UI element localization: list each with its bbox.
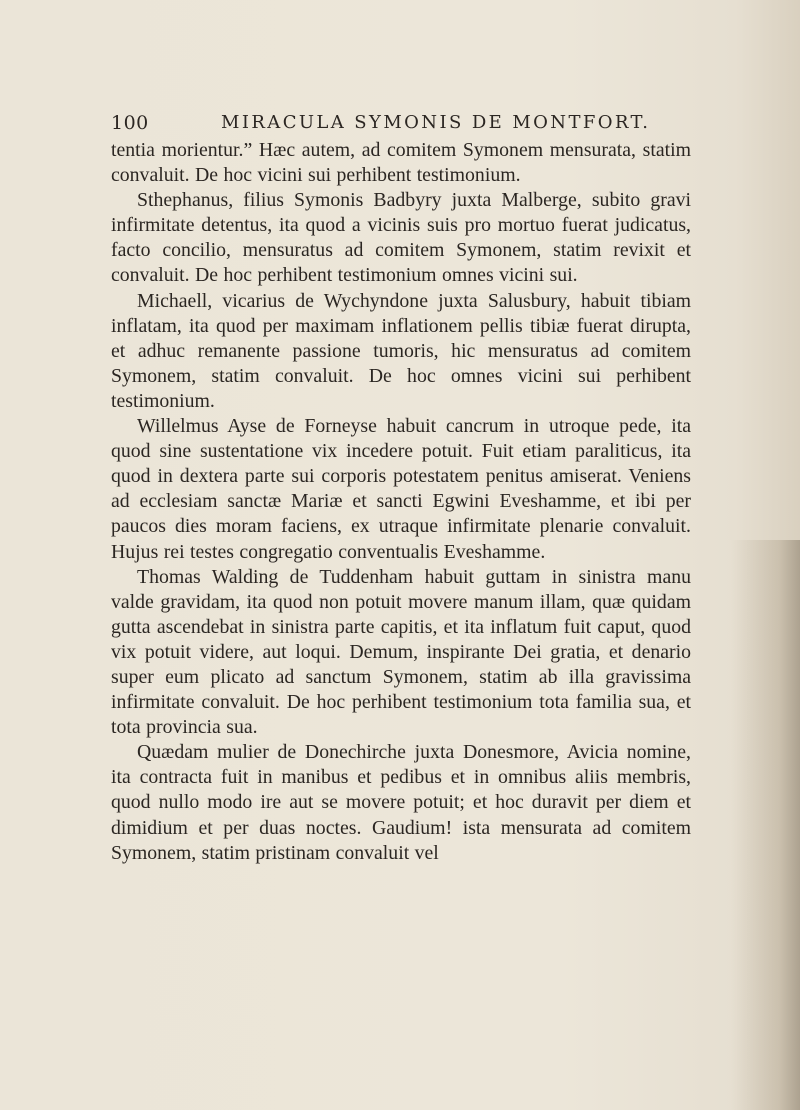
paragraph-willelmus: Willelmus Ayse de Forneyse habuit cancrum in utroque pede, ita quod sine sustentatione vix incedere potuit. Fuit etiam paraliticus, ita quod in dextera parte sui corporis potestatem penitus amiserat. Veniens ad ecclesiam sanctæ Mariæ et sancti Egwini Eveshamme, et ibi per paucos dies moram faciens, ex utraque infirmitate plenarie convaluit. Hujus rei testes congregatio conventualis Eveshamme. xyxy=(111,415,691,563)
paragraph-thomas: Thomas Walding de Tuddenham habuit guttam in sinistra manu valde gravidam, ita quod non potuit movere manum illam, quæ quidam gutta ascendebat in sinistra parte capitis, et ita inflatum fuit caput, quod vix potuit videre, aut loqui. Demum, inspirante Dei gratia, et denario super eum plicato ad sanctum Symonem, statim ab illa gravissima infirmitate convaluit. De hoc perhibent testimonium tota familia sua, et tota provincia sua. xyxy=(111,565,691,739)
paragraph-michaell: Michaell, vicarius de Wychyndone juxta Salusbury, habuit tibiam inflatam, ita quod per maximam inflationem pellis tibiæ fuerat dirupta, et adhuc remanente passione tumoris, hic mensuratus ad comitem Symonem, statim convaluit. De hoc omnes vicini sui perhibent testimonium. xyxy=(111,289,691,412)
page-header xyxy=(111,104,671,138)
page-number: 100 xyxy=(111,112,149,134)
running-title: MIRACULA SYMONIS DE MONTFORT. xyxy=(221,112,651,133)
body-text xyxy=(111,138,691,866)
paragraph-avicia: Quædam mulier de Donechirche juxta Donesmore, Avicia nomine, ita contracta fuit in manibus et pedibus et in omnibus aliis membris, quod nullo modo ire aut se movere potuit; et hoc duravit per diem et dimidium et per duas noctes. Gaudium! ista mensurata ad comitem Symonem, statim pristinam convaluit vel xyxy=(111,741,691,864)
paragraph-sthephanus: Sthephanus, filius Symonis Badbyry juxta Malberge, subito gravi infirmitate detentus, ita quod a vicinis suis pro mortuo fuerat judicatus, facto concilio, mensuratus ad comitem Symonem, statim revixit et convaluit. De hoc perhibent testimonium omnes vicini sui. xyxy=(111,189,691,287)
page-edge-shadow xyxy=(730,540,800,1110)
paragraph-continuation: tentia morientur.” Hæc autem, ad comitem Symonem mensurata, statim convaluit. De hoc vicini sui perhibent testimonium. xyxy=(111,139,691,187)
